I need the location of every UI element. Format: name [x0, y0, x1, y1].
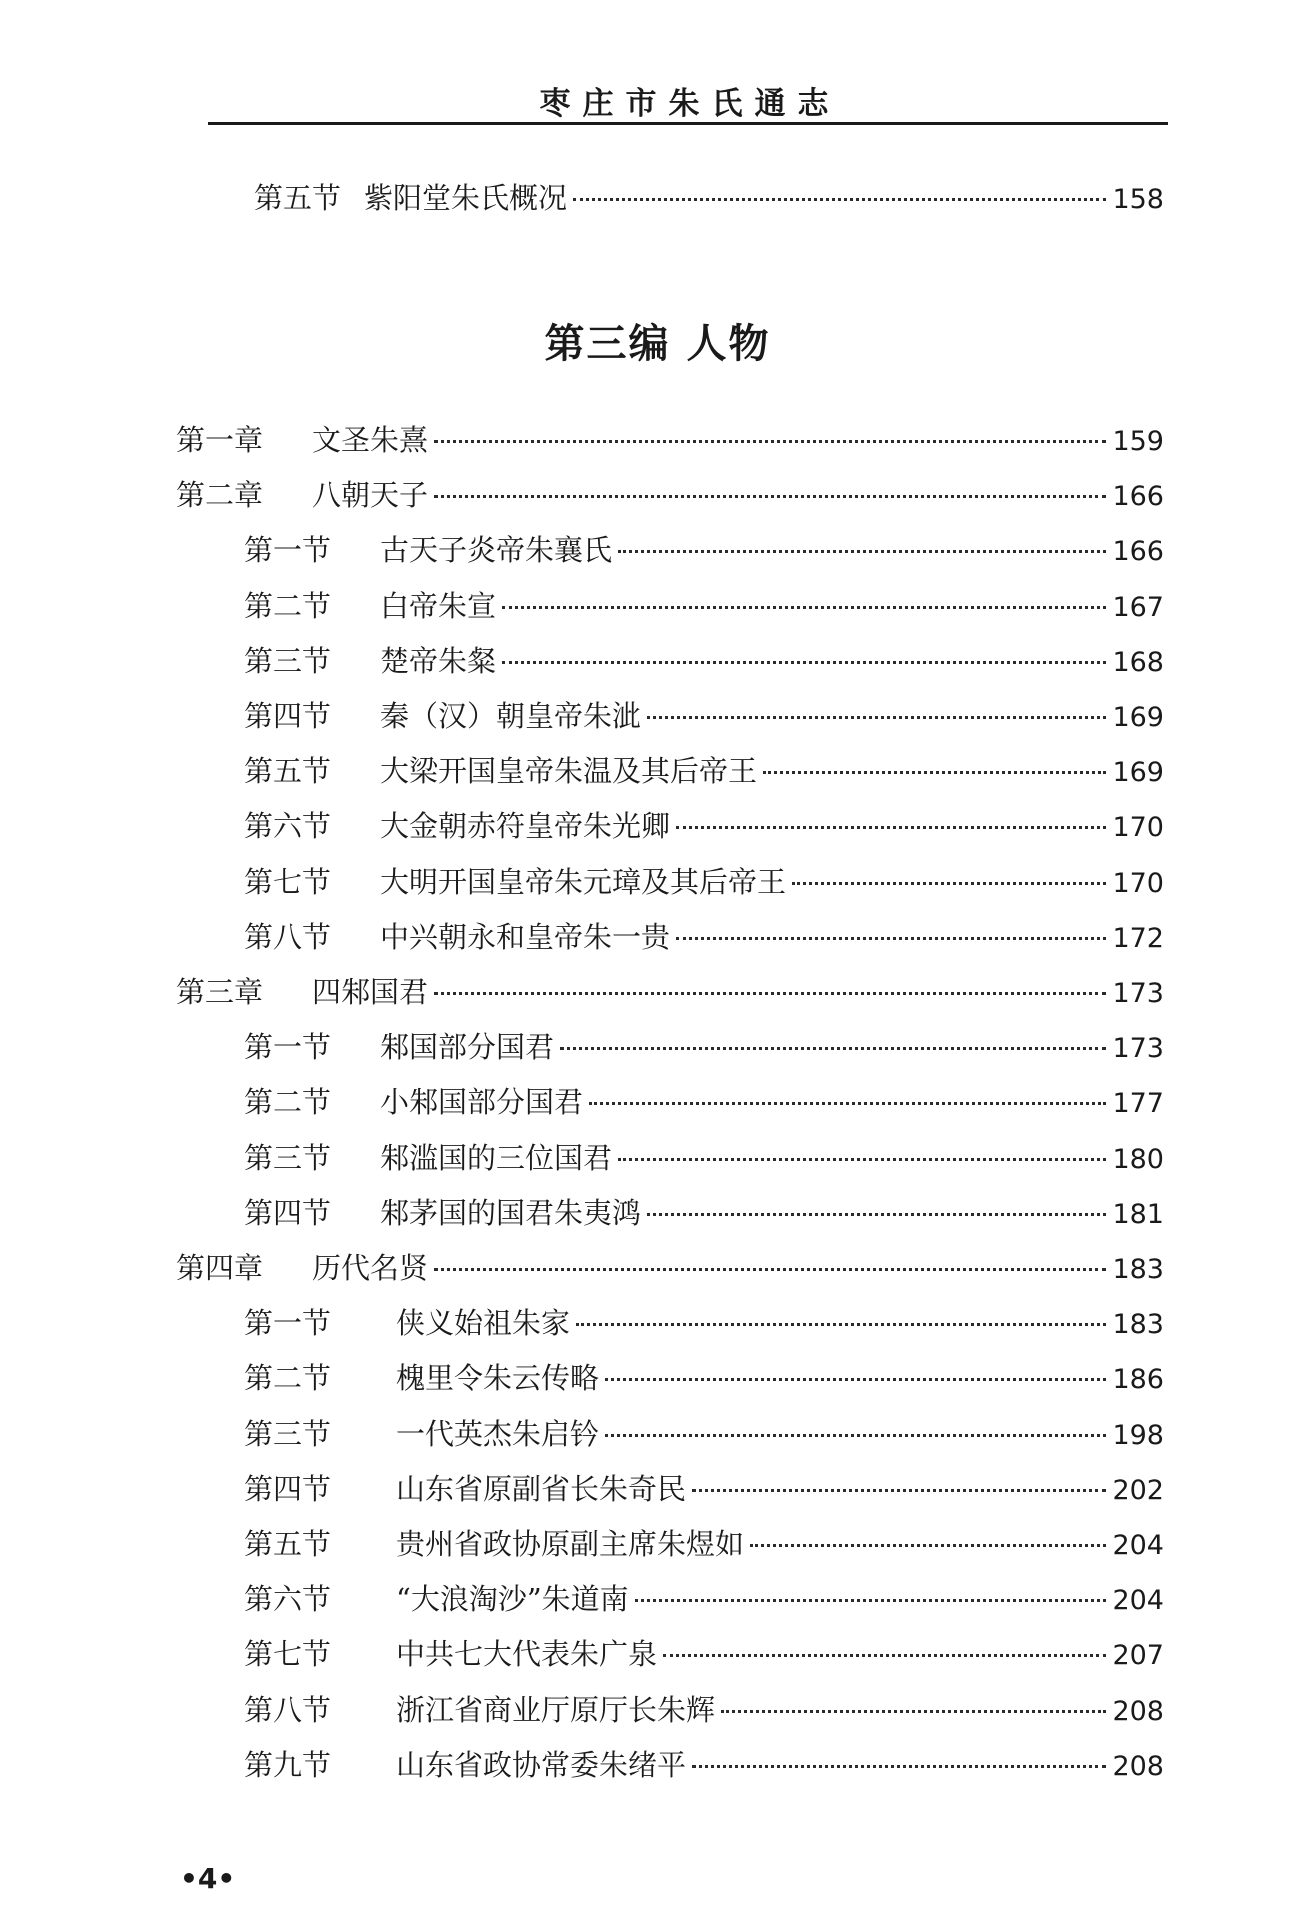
toc-entry-title: 中共七大代表朱广泉 — [396, 1637, 658, 1671]
toc-entry-label: 第四节 — [244, 1196, 332, 1230]
toc-page-number: 204 — [1112, 1530, 1164, 1561]
toc-page-number: 180 — [1112, 1144, 1164, 1175]
toc-entry-title: 秦（汉）朝皇帝朱泚 — [380, 699, 642, 733]
toc-page-number: 173 — [1112, 978, 1164, 1009]
toc-leader-dots — [434, 440, 1106, 443]
toc-page-number: 173 — [1112, 1033, 1164, 1064]
toc-page-number: 183 — [1112, 1254, 1164, 1285]
toc-section-entry[interactable] — [244, 1690, 1164, 1730]
toc-page-number: 167 — [1112, 592, 1164, 623]
toc-page-number: 181 — [1112, 1199, 1164, 1230]
toc-entry-title: 小邾国部分国君 — [380, 1085, 584, 1119]
toc-leader-dots — [635, 1599, 1107, 1602]
toc-page-number: 169 — [1112, 702, 1164, 733]
toc-leader-dots — [663, 1654, 1106, 1657]
toc-chapter-entry[interactable] — [176, 420, 1164, 460]
toc-leader-dots — [676, 937, 1106, 940]
toc-chapter-entry[interactable] — [176, 475, 1164, 515]
toc-entry-title: 大金朝赤符皇帝朱光卿 — [380, 809, 671, 843]
toc-page-number: 208 — [1112, 1696, 1164, 1727]
section-title: 第三编 人物 — [544, 321, 771, 367]
toc-page-number: 159 — [1112, 426, 1164, 457]
toc-entry-label: 第三节 — [244, 1141, 332, 1175]
toc-entry-label: 第七节 — [244, 1637, 332, 1671]
toc-leader-dots — [576, 1323, 1106, 1326]
toc-section-entry[interactable] — [244, 1524, 1164, 1564]
toc-leader-dots — [692, 1765, 1106, 1768]
toc-page-number: 158 — [1112, 184, 1164, 215]
toc-entry-title: 邾国部分国君 — [380, 1030, 555, 1064]
toc-leader-dots — [647, 1213, 1106, 1216]
toc-leader-dots — [647, 716, 1106, 719]
toc-page-number: 208 — [1112, 1751, 1164, 1782]
toc-entry-title: 邾滥国的三位国君 — [380, 1141, 613, 1175]
toc-section-entry[interactable] — [244, 530, 1164, 570]
toc-leader-dots — [721, 1710, 1106, 1713]
toc-chapter-entry[interactable] — [176, 1248, 1164, 1288]
toc-leader-dots — [434, 1268, 1106, 1271]
toc-entry-title: 贵州省政协原副主席朱煜如 — [396, 1527, 745, 1561]
toc-entry-title: 浙江省商业厅原厅长朱辉 — [396, 1693, 716, 1727]
toc-section-entry[interactable] — [244, 751, 1164, 791]
toc-section-entry[interactable] — [244, 917, 1164, 957]
toc-entry-title: 古天子炎帝朱襄氏 — [380, 533, 613, 567]
toc-chapter-entry[interactable] — [176, 972, 1164, 1012]
toc-page-number: 183 — [1112, 1309, 1164, 1340]
toc-page-number: 177 — [1112, 1088, 1164, 1119]
toc-entry-title: 白帝朱宣 — [380, 589, 497, 623]
toc-entry-title: 历代名贤 — [312, 1251, 429, 1285]
toc-page-number: 169 — [1112, 757, 1164, 788]
toc-entry-label: 第一节 — [244, 1306, 332, 1340]
toc-entry-label: 第一节 — [244, 533, 332, 567]
header-rule — [208, 122, 1168, 125]
toc-entry-title: 紫阳堂朱氏概况 — [364, 181, 568, 215]
toc-leader-dots — [618, 550, 1106, 553]
toc-section-entry[interactable] — [244, 641, 1164, 681]
toc-page-number: 202 — [1112, 1475, 1164, 1506]
toc-entry-title: 山东省原副省长朱奇民 — [396, 1472, 687, 1506]
toc-leader-dots — [560, 1047, 1106, 1050]
toc-section-entry[interactable] — [244, 1358, 1164, 1398]
toc-section-entry[interactable] — [244, 1082, 1164, 1122]
toc-leader-dots — [434, 992, 1106, 995]
toc-entry-label: 第一章 — [176, 423, 264, 457]
toc-entry-label: 第四节 — [244, 699, 332, 733]
toc-entry-title: 山东省政协常委朱绪平 — [396, 1748, 687, 1782]
toc-leader-dots — [434, 495, 1106, 498]
toc-section-entry[interactable] — [244, 1193, 1164, 1233]
toc-page-number: 166 — [1112, 536, 1164, 567]
toc-leader-dots — [502, 661, 1106, 664]
toc-section-entry[interactable] — [244, 806, 1164, 846]
toc-leader-dots — [589, 1102, 1106, 1105]
toc-page-number: 186 — [1112, 1364, 1164, 1395]
toc-entry-title: 文圣朱熹 — [312, 423, 429, 457]
toc-section-entry[interactable] — [244, 586, 1164, 626]
toc-leader-dots — [763, 771, 1106, 774]
toc-leader-dots — [605, 1434, 1106, 1437]
toc-page-number: 166 — [1112, 481, 1164, 512]
toc-entry-title: 侠义始祖朱家 — [396, 1306, 571, 1340]
toc-entry-label: 第二章 — [176, 478, 264, 512]
toc-page-number: 204 — [1112, 1585, 1164, 1616]
toc-section-entry[interactable] — [244, 1414, 1164, 1454]
page-number-footer: •4• — [180, 1862, 236, 1895]
toc-leader-dots — [605, 1378, 1106, 1381]
toc-leader-dots — [750, 1544, 1106, 1547]
toc-entry-label: 第九节 — [244, 1748, 332, 1782]
toc-section-entry[interactable] — [244, 696, 1164, 736]
toc-section-entry[interactable] — [244, 1138, 1164, 1178]
toc-entry-label: 第六节 — [244, 809, 332, 843]
toc-entry-label: 第三章 — [176, 975, 264, 1009]
toc-entry-title: 大梁开国皇帝朱温及其后帝王 — [380, 754, 758, 788]
toc-leader-dots — [792, 882, 1106, 885]
toc-section-entry[interactable] — [244, 1027, 1164, 1067]
toc-entry-prev[interactable] — [254, 178, 1164, 218]
toc-entry-title: 一代英杰朱启钤 — [396, 1417, 600, 1451]
toc-entry-label: 第六节 — [244, 1582, 332, 1616]
toc-entry-title: “大浪淘沙”朱道南 — [396, 1582, 629, 1616]
toc-page-number: 198 — [1112, 1420, 1164, 1451]
toc-entry-label: 第四章 — [176, 1251, 264, 1285]
toc-entry-label: 第三节 — [244, 644, 332, 678]
toc-entry-title: 槐里令朱云传略 — [396, 1361, 600, 1395]
toc-entry-label: 第八节 — [244, 920, 332, 954]
toc-entry-label: 第五节 — [244, 1527, 332, 1561]
toc-entry-title: 中兴朝永和皇帝朱一贵 — [380, 920, 671, 954]
toc-leader-dots — [618, 1158, 1106, 1161]
toc-entry-label: 第四节 — [244, 1472, 332, 1506]
toc-entry-title: 四邾国君 — [312, 975, 429, 1009]
running-header: 枣庄市朱氏通志 — [539, 86, 841, 122]
toc-page-number: 207 — [1112, 1640, 1164, 1671]
toc-entry-label: 第二节 — [244, 1085, 332, 1119]
toc-section-entry[interactable] — [244, 1469, 1164, 1509]
toc-entry-label: 第一节 — [244, 1030, 332, 1064]
toc-leader-dots — [502, 606, 1106, 609]
toc-entry-label: 第七节 — [244, 865, 332, 899]
toc-section-entry[interactable] — [244, 1745, 1164, 1785]
toc-section-entry[interactable] — [244, 862, 1164, 902]
toc-page-number: 168 — [1112, 647, 1164, 678]
toc-entry-label: 第五节 — [254, 181, 342, 215]
toc-page-number: 170 — [1112, 868, 1164, 899]
toc-section-entry[interactable] — [244, 1634, 1164, 1674]
toc-page-number: 170 — [1112, 812, 1164, 843]
toc-entry-label: 第八节 — [244, 1693, 332, 1727]
toc-leader-dots — [676, 826, 1106, 829]
toc-entry-label: 第二节 — [244, 1361, 332, 1395]
toc-entry-title: 楚帝朱粲 — [380, 644, 497, 678]
toc-leader-dots — [573, 198, 1106, 201]
toc-entry-label: 第二节 — [244, 589, 332, 623]
toc-page-number: 172 — [1112, 923, 1164, 954]
toc-section-entry[interactable] — [244, 1303, 1164, 1343]
toc-entry-title: 大明开国皇帝朱元璋及其后帝王 — [380, 865, 787, 899]
toc-leader-dots — [692, 1489, 1106, 1492]
toc-entry-label: 第三节 — [244, 1417, 332, 1451]
toc-entry-title: 八朝天子 — [312, 478, 429, 512]
toc-entry-title: 邾茅国的国君朱夷鸿 — [380, 1196, 642, 1230]
toc-section-entry[interactable] — [244, 1579, 1164, 1619]
toc-entry-label: 第五节 — [244, 754, 332, 788]
